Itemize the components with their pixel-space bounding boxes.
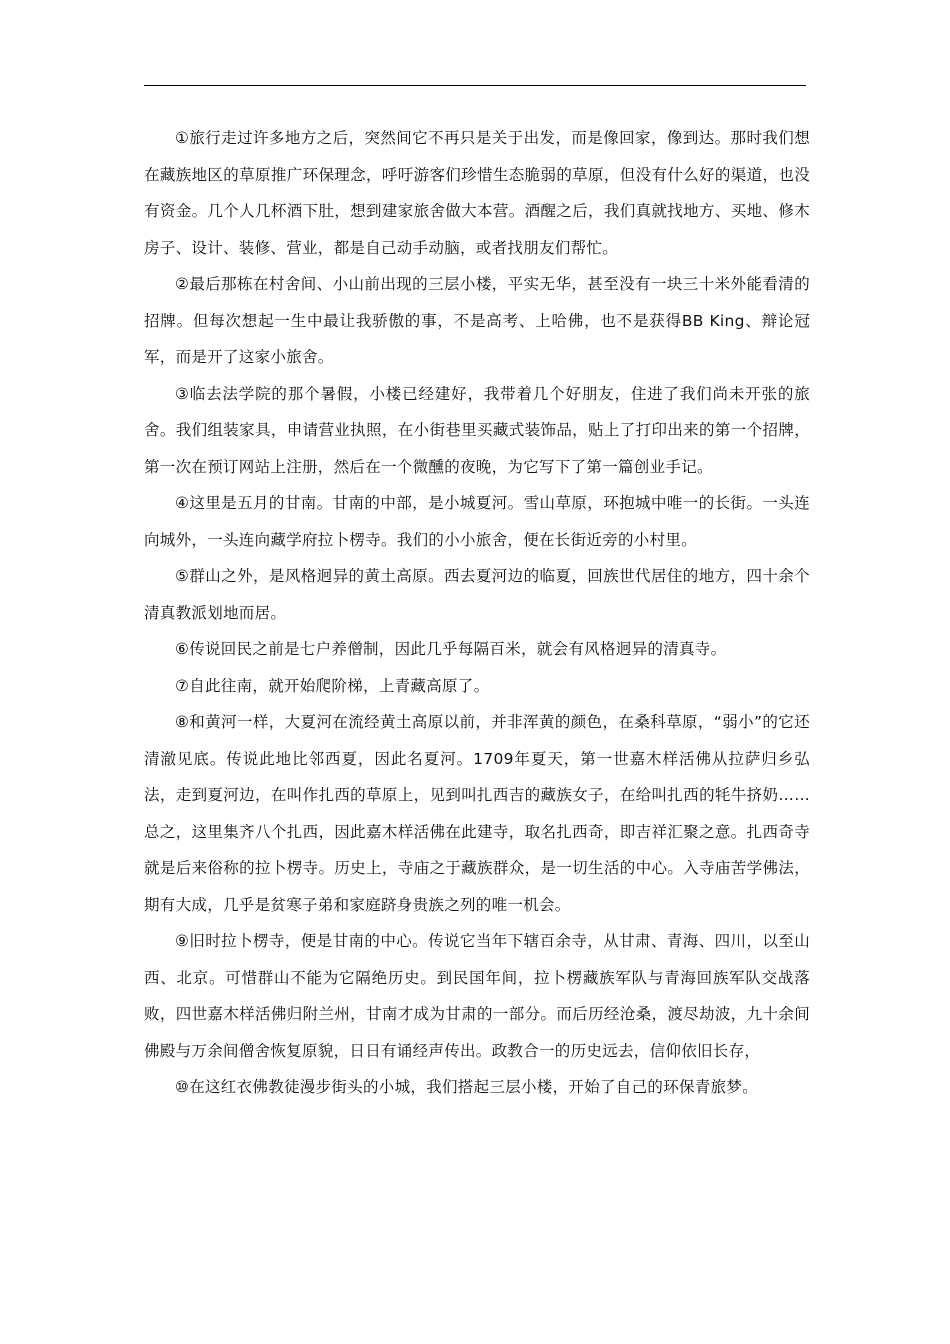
header-rule [144,85,806,86]
paragraph-text: 这里是五月的甘南。甘南的中部，是小城夏河。雪山草原，环抱城中唯一的长街。一头连向城外，一头连向藏学府拉卜楞寺。我们的小小旅舍，便在长街近旁的小村里。 [144,494,811,549]
paragraph-text: 旅行走过许多地方之后，突然间它不再只是关于出发，而是像回家，像到达。那时我们想在藏族地区的草原推广环保理念，呼吁游客们珍惜生态脆弱的草原，但没有什么好的渠道，也没有资金。几个人几杯酒下肚，想到建家旅舍做大本营。酒醒之后，我们真就找地方、买地、修木房子、设计、装修、营业，都是自己动手动脑，或者找朋友们帮忙。 [144,129,811,257]
paragraph-number: ⑩ [175,1078,190,1096]
paragraph-number: ⑦ [175,676,190,695]
paragraph-text: 临去法学院的那个暑假，小楼已经建好，我带着几个好朋友，住进了我们尚未开张的旅舍。我们组装家具，申请营业执照，在小街巷里买藏式装饰品，贴上了打印出来的第一个招牌，第一次在预订网站上注册，然后在一个微醺的夜晚，为它写下了第一篇创业手记。 [144,384,810,476]
paragraph-8 [144,704,810,923]
paragraph-3 [144,376,810,486]
paragraph-text: 和黄河一样，大夏河在流经黄土高原以前，并非浑黄的颜色，在桑科草原，“弱小”的它还清澈见底。传说此地比邻西夏，因此名夏河。1709年夏天，第一世嘉木样活佛从拉萨归乡弘法，走到夏河边，在叫作扎西的草原上，见到叫扎西吉的藏族女子，在给叫扎西的牦牛挤奶……总之，这里集齐八个扎西，因此嘉木样活佛在此建寺，取名扎西奇，即吉祥汇聚之意。扎西奇寺就是后来俗称的拉卜楞寺。历史上，寺庙之于藏族群众，是一切生活的中心。入寺庙苦学佛法，期有大成，几乎是贫寒子弟和家庭跻身贵族之列的唯一机会。 [144,713,811,914]
paragraph-number: ⑧ [175,713,190,731]
paragraph-number: ① [175,129,190,147]
paragraph-number: ③ [175,384,190,403]
paragraph-10 [144,1069,810,1106]
paragraph-text: 旧时拉卜楞寺，便是甘南的中心。传说它当年下辖百余寺，从甘肃、青海、四川，以至山西、北京。可惜群山不能为它隔绝历史。到民国年间，拉卜楞藏族军队与青海回族军队交战落败，四世嘉木样活佛归附兰州，甘南才成为甘肃的一部分。而后历经沧桑，渡尽劫波，九十余间佛殿与万余间僧舍恢复原貌，日日有诵经声传出。政教合一的历史远去，信仰依旧长存， [144,932,811,1060]
paragraph-5 [144,558,810,631]
paragraph-text: 在这红衣佛教徒漫步街头的小城，我们搭起三层小楼，开始了自己的环保青旅梦。 [189,1078,759,1096]
paragraph-text: 群山之外，是风格迥异的黄土高原。西去夏河边的临夏，回族世代居住的地方，四十余个清真教派划地而居。 [144,567,811,622]
paragraph-text: 最后那栋在村舍间、小山前出现的三层小楼，平实无华，甚至没有一块三十米外能看清的招牌。但每次想起一生中最让我骄傲的事，不是高考、上哈佛，也不是获得BB King、辩论冠军，而是开了这家小旅舍。 [144,275,811,366]
paragraph-9 [144,923,810,1069]
paragraph-text: 传说回民之前是七户养僧制，因此几乎每隔百米，就会有风格迥异的清真寺。 [189,640,727,658]
paragraph-number: ⑨ [175,932,190,950]
paragraph-number: ② [175,275,190,293]
paragraph-number: ⑤ [175,567,190,585]
paragraph-6 [144,631,810,668]
article-body [144,120,810,1106]
paragraph-text: 自此往南，就开始爬阶梯，上青藏高原了。 [189,676,490,695]
paragraph-2 [144,266,810,376]
paragraph-1 [144,120,810,266]
paragraph-7 [144,668,810,705]
paragraph-number: ④ [175,494,190,512]
paragraph-4 [144,485,810,558]
paragraph-number: ⑥ [175,640,190,658]
